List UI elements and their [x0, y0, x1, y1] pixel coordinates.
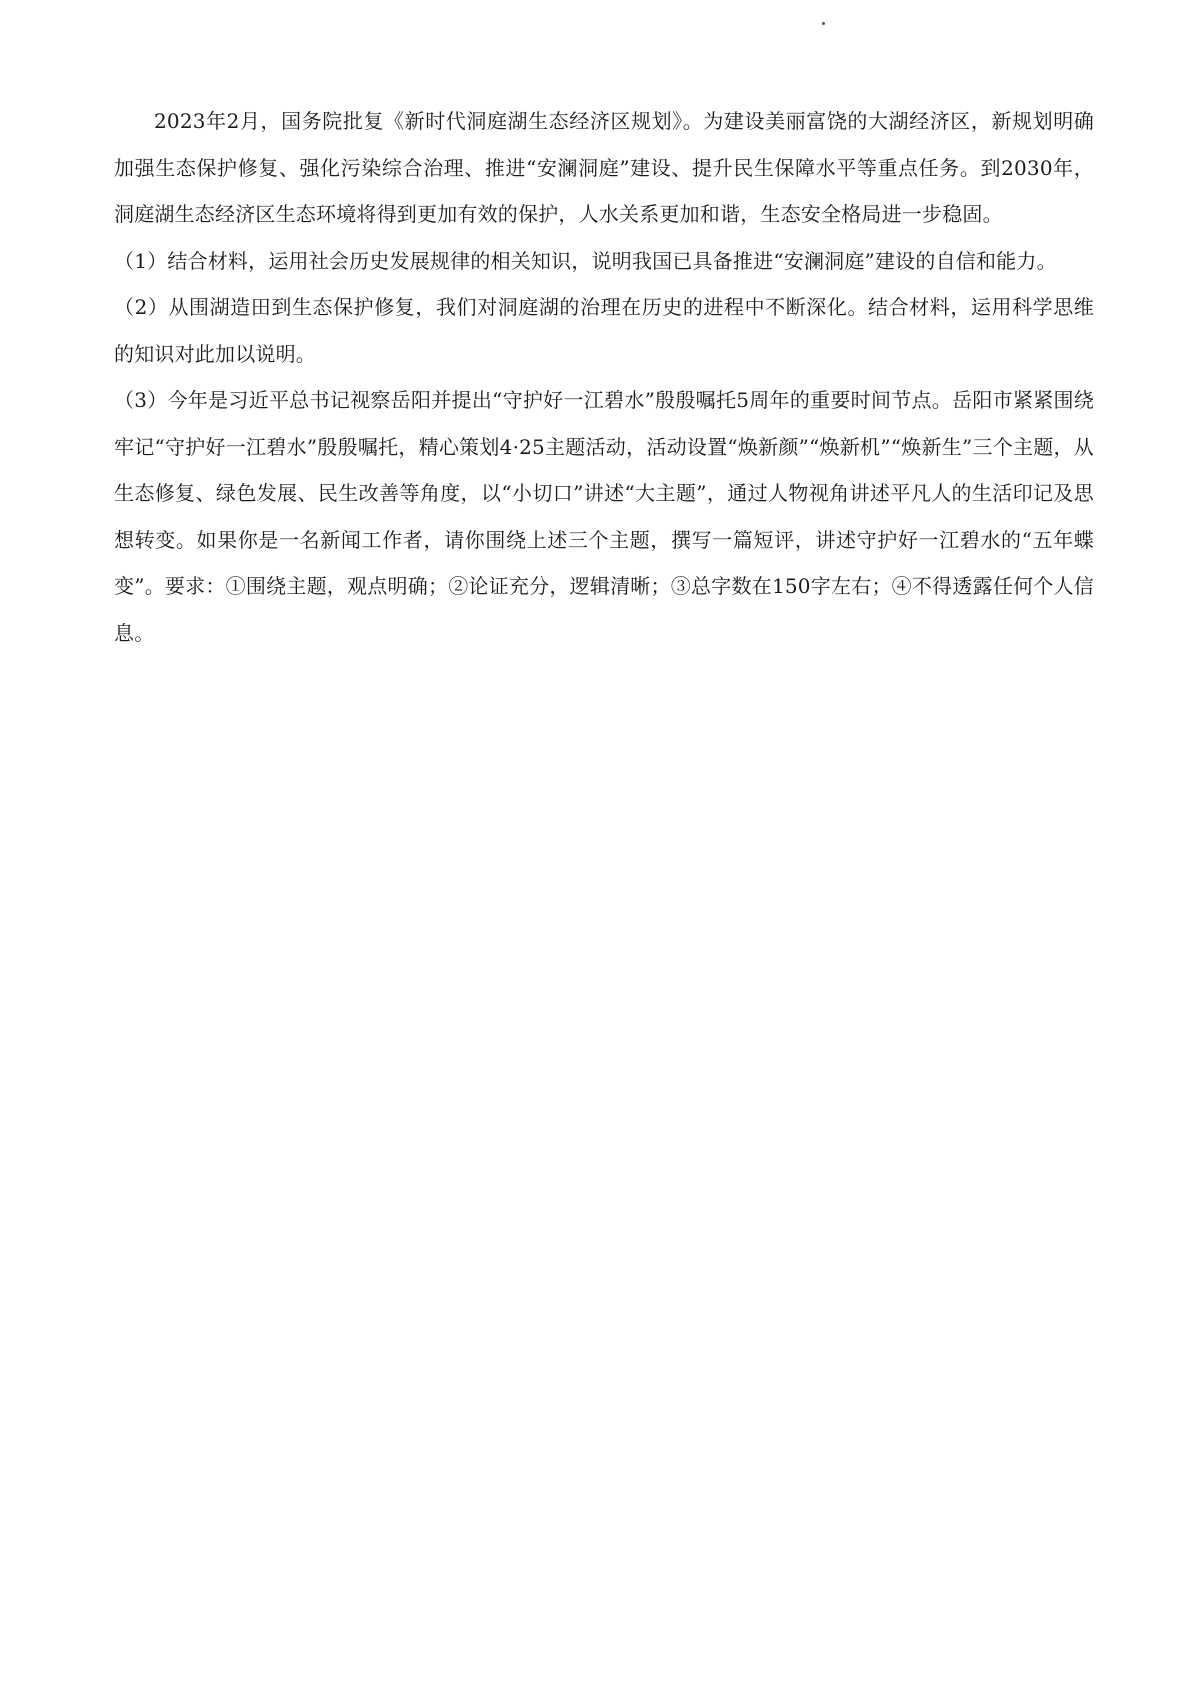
question-3: （3）今年是习近平总书记视察岳阳并提出“守护好一江碧水”殷殷嘱托5周年的重要时间节点。岳阳市紧紧围绕牢记“守护好一江碧水”殷殷嘱托，精心策划4·25主题活动，活动设置“焕新颜”“焕新机”“焕新生”三个主题，从生态修复、绿色发展、民生改善等角度，以“小切口”讲述“大主题”，通过人物视角讲述平凡人的生活印记及思想转变。如果你是一名新闻工作者，请你围绕上述三个主题，撰写一篇短评，讲述守护好一江碧水的“五年蝶变”。要求：①围绕主题，观点明确；②论证充分，逻辑清晰；③总字数在150字左右；④不得透露任何个人信息。	[114, 388, 1094, 645]
question-1: （1）结合材料，运用社会历史发展规律的相关知识，说明我国已具备推进“安澜洞庭”建设的自信和能力。	[114, 248, 1057, 273]
question-2: （2）从围湖造田到生态保护修复，我们对洞庭湖的治理在历史的进程中不断深化。结合材料，运用科学思维的知识对此加以说明。	[114, 295, 1094, 366]
material-paragraph: 2023年2月，国务院批复《新时代洞庭湖生态经济区规划》。为建设美丽富饶的大湖经济区，新规划明确加强生态保护修复、强化污染综合治理、推进“安澜洞庭”建设、提升民生保障水平等重点任务。到2030年，洞庭湖生态经济区生态环境将得到更加有效的保护，人水关系更加和谐，生态安全格局进一步稳固。	[114, 109, 1094, 226]
document-body	[114, 98, 1094, 656]
page-dot-mark	[822, 22, 825, 25]
